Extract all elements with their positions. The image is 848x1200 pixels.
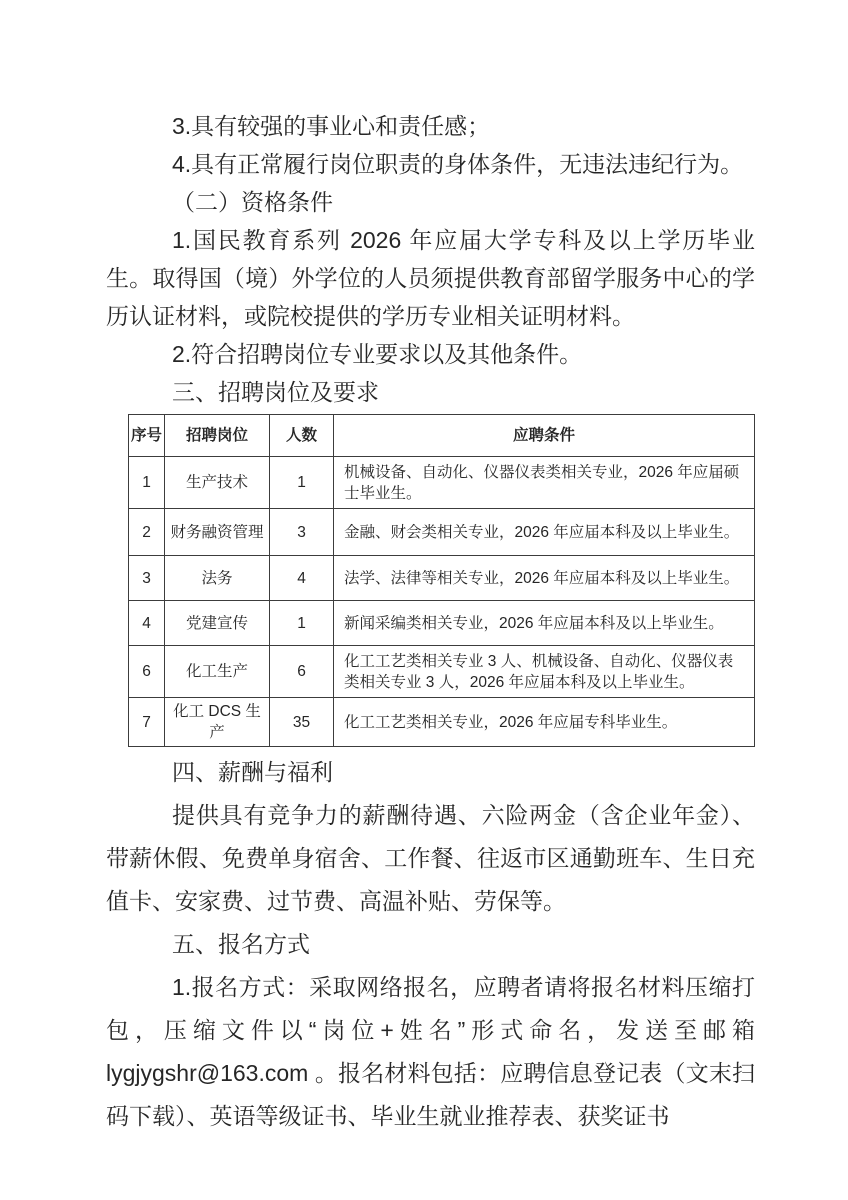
headcount-cell: 3	[270, 509, 334, 556]
table-row	[129, 601, 755, 646]
requirements-cell: 金融、财会类相关专业，2026 年应届本科及以上毕业生。	[334, 509, 755, 556]
column-header: 人数	[270, 415, 334, 457]
headcount-cell: 6	[270, 646, 334, 698]
row-number-cell: 7	[129, 698, 165, 747]
position-name-cell: 党建宣传	[165, 601, 270, 646]
requirements-cell: 化工工艺类相关专业 3 人、机械设备、自动化、仪器仪表类相关专业 3 人，2026 年应届本科及以上毕业生。	[334, 646, 755, 698]
requirements-cell: 化工工艺类相关专业，2026 年应届专科毕业生。	[334, 698, 755, 747]
paragraph-career-spirit: 3.具有较强的事业心和责任感；	[172, 113, 491, 139]
row-number-cell: 1	[129, 457, 165, 509]
paragraph-education-requirement: 1.国民教育系列 2026 年应届大学专科及以上学历毕业生。取得国（境）外学位的人员须提供教育部留学服务中心的学历认证材料，或院校提供的学历专业相关证明材料。	[106, 227, 755, 329]
paragraph-major-requirement: 2.符合招聘岗位专业要求以及其他条件。	[172, 341, 583, 367]
requirements-cell: 新闻采编类相关专业，2026 年应届本科及以上毕业生。	[334, 601, 755, 646]
requirements-cell: 机械设备、自动化、仪器仪表类相关专业，2026 年应届硕士毕业生。	[334, 457, 755, 509]
positions-table	[128, 414, 755, 747]
paragraph-benefits: 提供具有竞争力的薪酬待遇、六险两金（含企业年金）、带薪休假、免费单身宿舍、工作餐、往返市区通勤班车、生日充值卡、安家费、过节费、高温补贴、劳保等。	[106, 802, 755, 914]
table-row	[129, 698, 755, 747]
headcount-cell: 1	[270, 457, 334, 509]
table-body	[129, 457, 755, 747]
row-number-cell: 4	[129, 601, 165, 646]
headcount-cell: 35	[270, 698, 334, 747]
table-row	[129, 646, 755, 698]
position-name-cell: 化工生产	[165, 646, 270, 698]
headcount-cell: 1	[270, 601, 334, 646]
column-header: 应聘条件	[334, 415, 755, 457]
row-number-cell: 2	[129, 509, 165, 556]
headcount-cell: 4	[270, 556, 334, 601]
position-name-cell: 财务融资管理	[165, 509, 270, 556]
column-header: 招聘岗位	[165, 415, 270, 457]
paragraph-application-method: 1.报名方式：采取网络报名，应聘者请将报名材料压缩打包，压缩文件以“岗位+姓名”形式命名，发送至邮箱 lygjygshr@163.com 。报名材料包括：应聘信息登记表（文末扫码下载）、英语等级证书、毕业生就业推荐表、获奖证书	[106, 974, 755, 1129]
heading-application-method: 五、报名方式	[172, 931, 310, 957]
paragraph-physical-condition: 4.具有正常履行岗位职责的身体条件，无违法违纪行为。	[172, 151, 744, 177]
row-number-cell: 3	[129, 556, 165, 601]
position-name-cell: 法务	[165, 556, 270, 601]
position-name-cell: 化工 DCS 生产	[165, 698, 270, 747]
heading-qualifications: （二）资格条件	[172, 189, 333, 215]
position-name-cell: 生产技术	[165, 457, 270, 509]
row-number-cell: 6	[129, 646, 165, 698]
table-row	[129, 509, 755, 556]
heading-salary-benefits: 四、薪酬与福利	[172, 759, 333, 785]
column-header: 序号	[129, 415, 165, 457]
requirements-cell: 法学、法律等相关专业，2026 年应届本科及以上毕业生。	[334, 556, 755, 601]
table-row	[129, 556, 755, 601]
table-header-row	[129, 415, 755, 457]
heading-positions: 三、招聘岗位及要求	[172, 379, 379, 405]
table-row	[129, 457, 755, 509]
